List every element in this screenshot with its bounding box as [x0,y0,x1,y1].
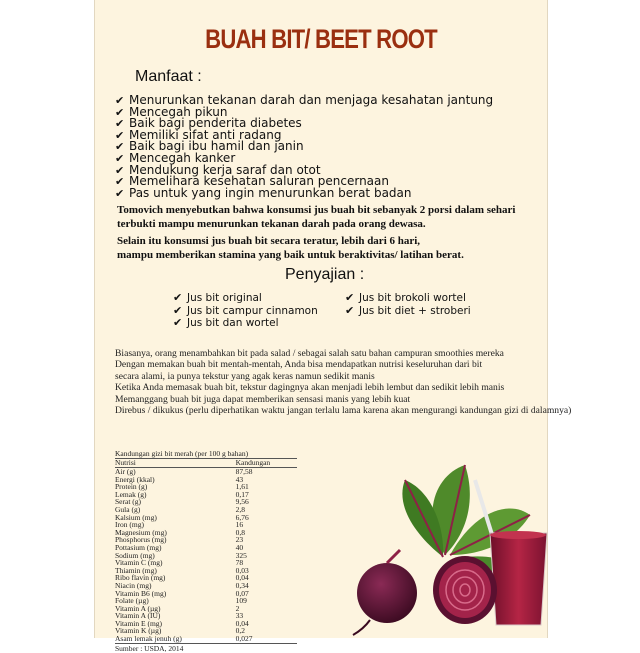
note-line: Ketika Anda memasak buah bit, tekstur dagingnya akan menjadi lebih lembut dan sedikit lebih manis [115,382,505,394]
nutrient-name: Vitamin E (mg) [115,618,163,628]
table-row [115,635,297,643]
nutrient-name: Serat (g) [115,497,142,507]
nutrient-value: 325 [235,550,247,560]
intro-text [117,203,537,262]
nutrient-name: Vitamin K (µg) [115,626,162,636]
nutrient-name: Kalsium (mg) [115,512,157,522]
serving-item [173,317,318,330]
nutrient-name: Phosphorus (mg) [115,535,167,545]
nutrient-value: 0,07 [235,588,249,598]
serving-item [345,305,471,318]
serving-text: Jus bit campur cinnamon [187,304,318,317]
nutrient-name: Ribo flavin (mg) [115,573,166,583]
nutrient-name: Protein (g) [115,482,148,492]
serving-text: Jus bit original [187,292,262,304]
nutrient-value: 16 [235,520,244,530]
nutrient-value: 0,17 [235,489,249,499]
nutrient-name: Vitamin A (µg) [115,603,161,613]
nutrient-value: 6,76 [235,512,249,522]
check-icon: ✔ [173,303,183,317]
check-icon: ✔ [115,94,125,107]
nutrient-name: Gula (g) [115,504,141,514]
nutrient-value: 0,2 [235,626,245,636]
nutrient-value: 33 [235,611,244,621]
nutrient-value: 0,04 [235,573,249,583]
nutrient-value: 40 [235,542,244,552]
serving-list-right [345,292,471,317]
benefit-text: Mencegah kanker [129,150,236,165]
nutrient-name: Air (g) [115,467,136,476]
benefit-text: Pas untuk yang ingin menurunkan berat badan [129,185,412,200]
intro-line: Selain itu konsumsi jus buah bit secara teratur, lebih dari 6 hari, [117,235,421,247]
table-row [115,498,297,506]
benefit-text: Baik bagi penderita diabetes [129,116,302,131]
serving-text: Jus bit brokoli wortel [359,292,466,304]
check-icon: ✔ [115,163,125,177]
nutrient-value: 9,56 [235,497,249,507]
benefit-text: Mencegah pikun [129,104,228,119]
check-icon: ✔ [115,140,125,154]
nutrient-name: Vitamin A (IU) [115,611,161,621]
check-icon: ✔ [115,151,125,165]
note-line: Biasanya, orang menambahkan bit pada salad / sebagai salah satu bahan campuran smoothies mereka [115,348,504,359]
note-line: Direbus / dikukus (perlu diperhatikan waktu jangan terlalu lama karena akan mengurangi kandungan gizi di dalamnya) [115,405,572,417]
check-icon: ✔ [173,316,183,329]
intro-line: Tomovich menyebutkan bahwa konsumsi jus buah bit sebanyak 2 porsi dalam sehari [117,204,516,216]
nutrient-value: 0,8 [235,527,245,537]
benefit-text: Menurunkan tekanan darah dan menjaga kesahatan jantung [129,93,494,107]
check-icon: ✔ [115,186,125,200]
benefit-text: Memelihara kesehatan saluran pencernaan [129,174,389,189]
nutrient-value: 109 [235,596,247,606]
benefits-list [115,95,493,199]
benefit-text: Memiliki sifat anti radang [129,127,282,142]
benefit-text: Mendukung kerja saraf dan otot [129,162,321,177]
table-row [115,491,297,499]
serving-heading: Penyajian : [285,266,365,283]
whole-beet-icon [353,550,417,635]
check-icon: ✔ [345,303,355,317]
check-icon: ✔ [173,291,183,304]
benefit-item [115,185,493,200]
nutrient-name: Vitamin B6 (mg) [115,588,167,598]
nutrition-table [115,458,297,644]
nutrient-value: 87,58 [235,467,253,476]
nutrient-name: Sodium (mg) [115,550,155,560]
nutrient-name: Thiamin (mg) [115,565,157,575]
page-title: BUAH BIT/ BEET ROOT [205,24,437,54]
benefit-text: Baik bagi ibu hamil dan janin [129,139,304,154]
poster [94,0,572,653]
nutrient-name: Magnesium (mg) [115,527,167,537]
benefits-heading: Manfaat : [135,68,202,85]
serving-item [345,292,471,305]
nutrient-name: Vitamin C (mg) [115,558,163,568]
serving-list-left [173,292,318,330]
check-icon: ✔ [115,105,125,119]
nutrient-name: Iron (mg) [115,520,144,530]
note-line: Dengan memakan buah bit mentah-mentah, Anda bisa mendapatkan nutrisi keseluruhan dari bit [115,359,483,371]
beet-juice-illustration [325,455,547,638]
nutrient-value: 2 [235,603,240,613]
nutrient-value: 0,04 [235,618,249,628]
nutrition-col-header: Kandungan [214,459,297,468]
nutrient-value: 1,61 [235,482,249,492]
preparation-notes [115,348,572,417]
intro-line: mampu memberikan stamina yang baik untuk beraktivitas/ latihan berat. [117,249,464,261]
nutrient-value: 43 [235,474,244,484]
check-icon: ✔ [115,117,125,131]
serving-text: Jus bit dan wortel [187,317,279,329]
serving-text: Jus bit diet + stroberi [359,304,471,317]
nutrient-value: 0,03 [235,565,249,575]
serving-item [173,292,318,305]
check-icon: ✔ [115,175,125,189]
sliced-beet-icon [433,556,497,624]
nutrient-name: Lemak (g) [115,489,147,499]
nutrient-value: 23 [235,535,244,545]
check-icon: ✔ [115,128,125,142]
note-line: Memanggang buah bit juga dapat memberikan sensasi manis yang lebih kuat [115,393,411,405]
nutrient-name: Energi (kkal) [115,474,155,484]
nutrient-name: Niacin (mg) [115,580,152,590]
intro-line: terbukti mampu menurunkan tekanan darah pada orang dewasa. [117,218,426,230]
nutrient-value: 0,027 [235,634,253,644]
nutrition-table-block [115,449,305,653]
nutrition-caption: Kandungan gizi bit merah (per 100 g bahan) [115,449,249,458]
note-line: secara alami, ia punya tekstur yang agak keras namun sedikit manis [115,370,375,382]
check-icon: ✔ [345,291,355,304]
nutrient-value: 0,34 [235,580,249,590]
nutrient-name: Folate (µg) [115,596,149,606]
nutrition-col-header: Nutrisi [115,459,214,468]
nutrient-name: Asam lemak jenuh (g) [115,634,182,644]
nutrient-value: 2,8 [235,504,245,514]
serving-item [173,305,318,318]
nutrient-value: 78 [235,558,244,568]
nutrition-source: Sumber : USDA, 2014 [115,643,184,653]
nutrient-name: Pottasium (mg) [115,542,162,552]
